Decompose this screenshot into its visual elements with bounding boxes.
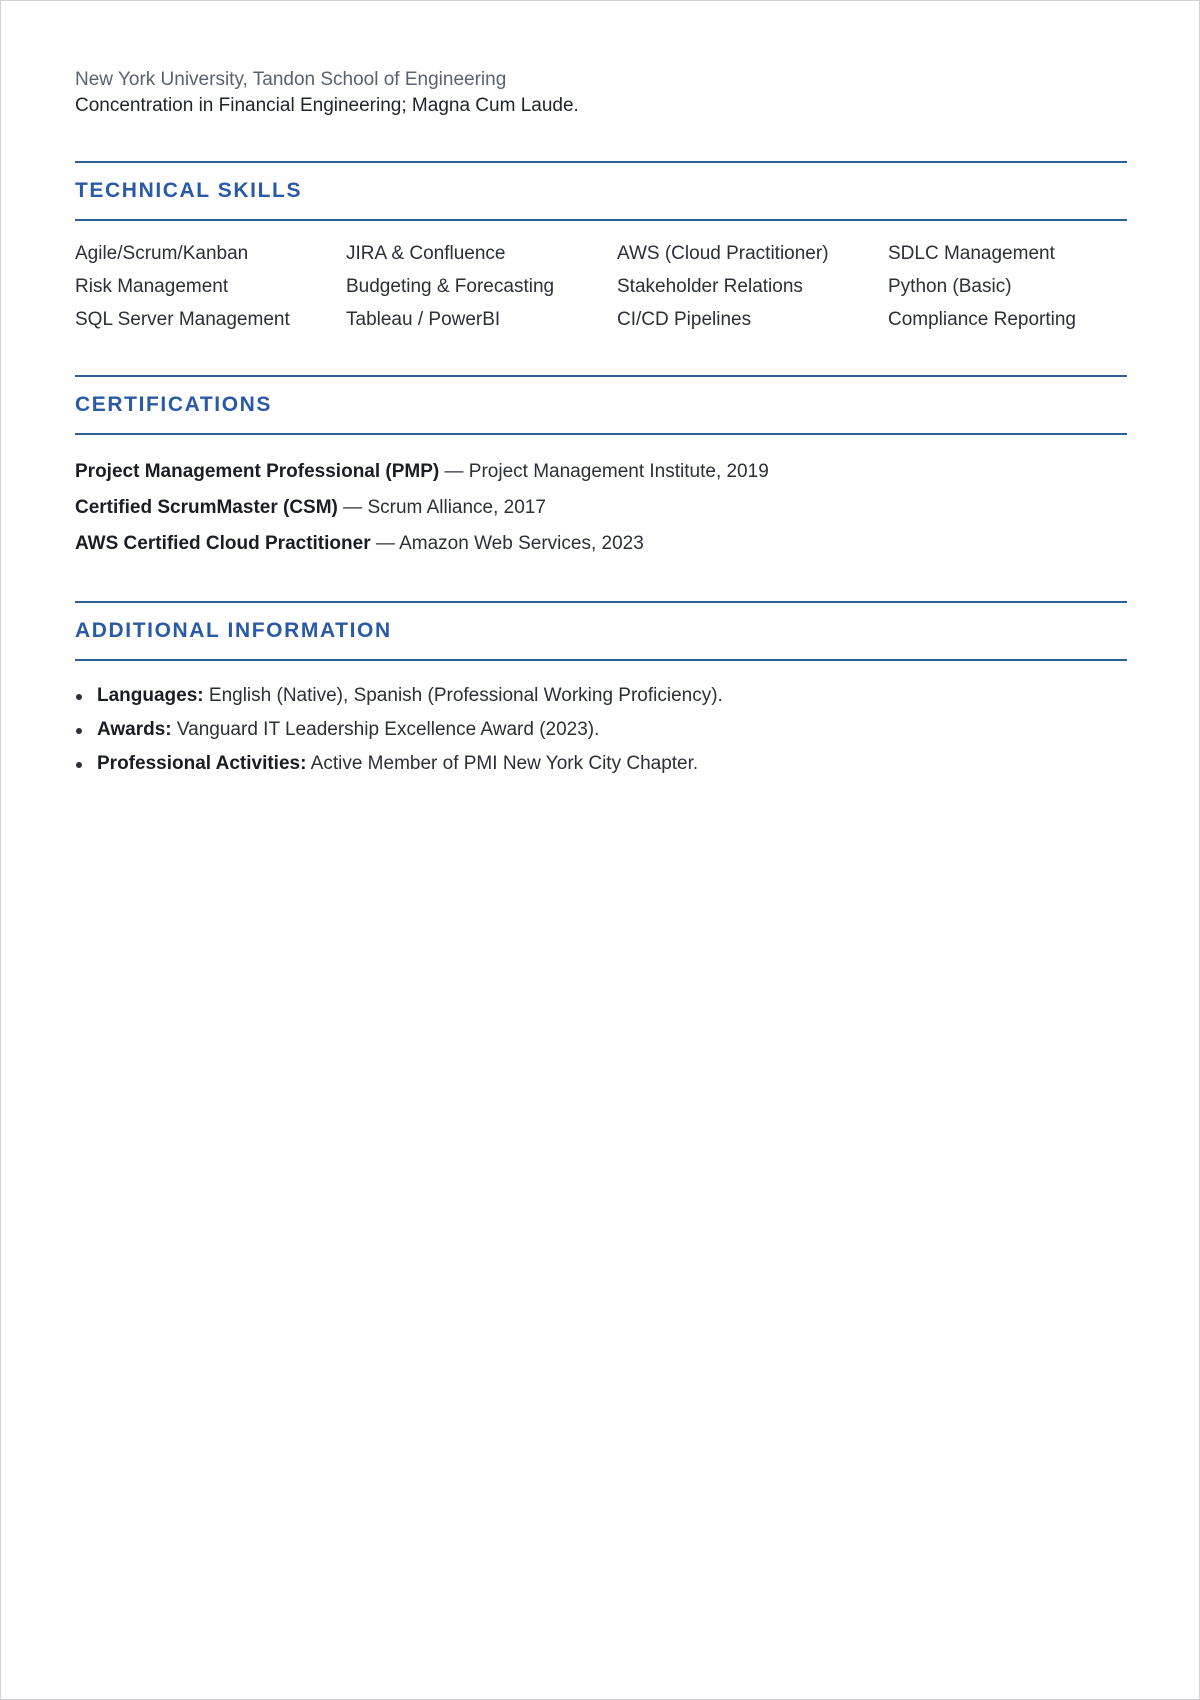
section-divider-bottom <box>75 433 1127 435</box>
certifications-list <box>75 459 1127 557</box>
bullet-icon <box>76 728 82 734</box>
section-divider-bottom <box>75 659 1127 661</box>
skill-item: Risk Management <box>75 276 229 297</box>
section-divider-top <box>75 161 1127 163</box>
certification-detail: — Project Management Institute, 2019 <box>439 461 769 482</box>
skill-item: Stakeholder Relations <box>617 276 803 297</box>
resume-content <box>75 67 1127 777</box>
section-title: ADDITIONAL INFORMATION <box>75 619 392 642</box>
education-entry <box>75 67 1127 119</box>
certification-item <box>75 531 1127 557</box>
technical-skills-section <box>75 161 1127 333</box>
info-label: Awards: <box>97 719 172 740</box>
certification-detail: — Scrum Alliance, 2017 <box>337 497 546 518</box>
skill-item: Python (Basic) <box>888 276 1012 297</box>
section-divider-top <box>75 601 1127 603</box>
skill-item: SDLC Management <box>888 243 1055 264</box>
bullet-icon <box>76 762 82 768</box>
education-school: New York University, Tandon School of Engineering <box>75 69 507 90</box>
certifications-section <box>75 375 1127 557</box>
info-label: Professional Activities: <box>97 753 307 774</box>
section-divider-bottom <box>75 219 1127 221</box>
skill-item: JIRA & Confluence <box>346 243 506 264</box>
skill-item: Agile/Scrum/Kanban <box>75 243 249 264</box>
skill-item: Tableau / PowerBI <box>346 309 501 330</box>
info-text: Active Member of PMI New York City Chapter. <box>306 753 699 774</box>
section-title: CERTIFICATIONS <box>75 393 273 416</box>
certification-name: Certified ScrumMaster (CSM) <box>75 497 338 518</box>
section-divider-top <box>75 375 1127 377</box>
additional-info-list <box>75 683 1127 777</box>
skill-item: Budgeting & Forecasting <box>346 276 555 297</box>
skill-item: AWS (Cloud Practitioner) <box>617 243 829 264</box>
skill-item: SQL Server Management <box>75 309 290 330</box>
skills-grid <box>75 241 1127 333</box>
list-item <box>75 683 1127 709</box>
list-item <box>75 751 1127 777</box>
info-text: English (Native), Spanish (Professional Working Proficiency). <box>203 685 723 706</box>
certification-name: AWS Certified Cloud Practitioner <box>75 533 371 554</box>
section-title: TECHNICAL SKILLS <box>75 179 303 202</box>
skill-item: Compliance Reporting <box>888 309 1076 330</box>
skill-item: CI/CD Pipelines <box>617 309 752 330</box>
certification-detail: — Amazon Web Services, 2023 <box>370 533 644 554</box>
education-detail: Concentration in Financial Engineering; Magna Cum Laude. <box>75 95 579 116</box>
bullet-icon <box>76 694 82 700</box>
additional-information-section <box>75 601 1127 777</box>
info-label: Languages: <box>97 685 204 706</box>
certification-item <box>75 495 1127 521</box>
list-item <box>75 717 1127 743</box>
certification-name: Project Management Professional (PMP) <box>75 461 440 482</box>
info-text: Vanguard IT Leadership Excellence Award (2023). <box>171 719 600 740</box>
certification-item <box>75 459 1127 485</box>
